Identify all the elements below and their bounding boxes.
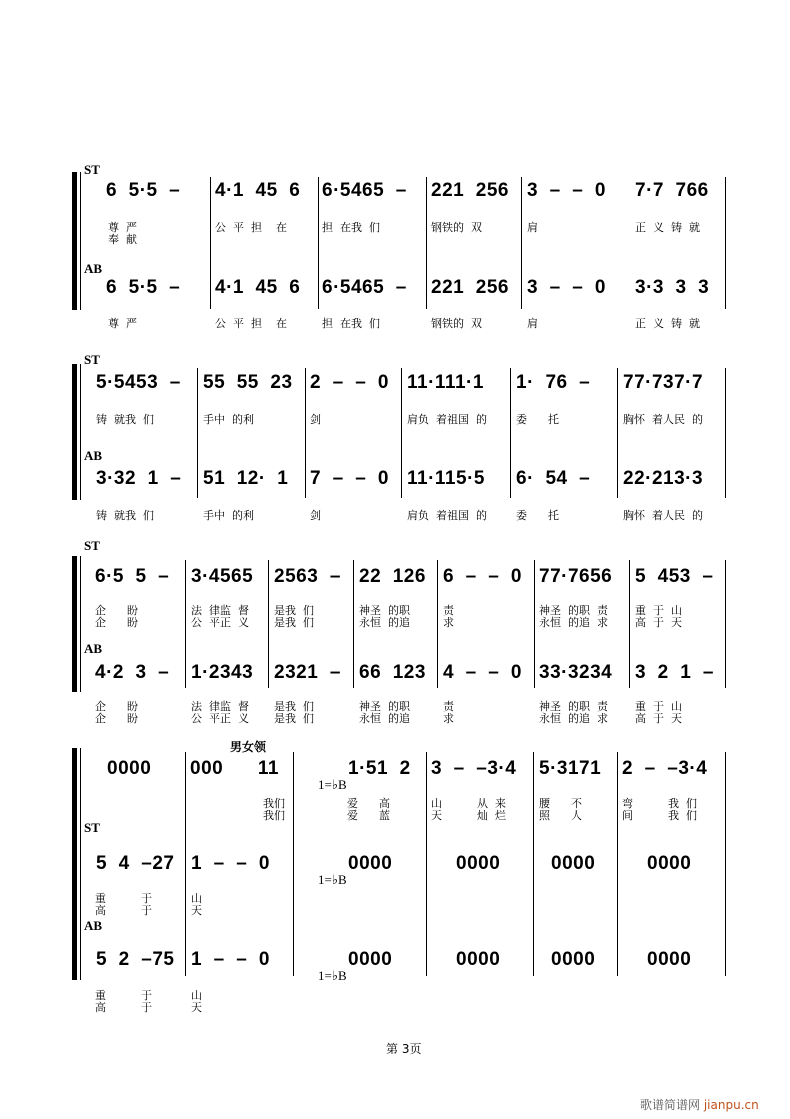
barline — [353, 560, 354, 688]
watermark — [640, 1096, 759, 1113]
notes-measure: 7 – – 0 — [310, 468, 389, 489]
key-signature — [305, 856, 347, 904]
lyrics-line-1: 铸 就我 们 — [96, 509, 154, 522]
key-signature-text: 1=♭B — [318, 968, 347, 983]
notes-measure: 55 55 23 — [203, 372, 293, 393]
barline — [533, 752, 534, 976]
lyrics-line-2: 永恒 的追 求 — [539, 616, 608, 629]
notes-measure: 1· 76 – — [516, 372, 591, 393]
lyrics-line-1: 是我 们 — [274, 700, 314, 713]
notes-measure: 3 – – 0 — [527, 277, 606, 298]
lyrics-line-1: 弯 我 们 — [622, 797, 697, 810]
lyrics-line-2: 公 平正 义 — [191, 712, 249, 725]
lead-vocal-label: 男女领 — [230, 740, 267, 754]
lyrics-line-2: 永恒 的追 — [359, 616, 410, 629]
system-bracket — [72, 556, 77, 692]
barline — [185, 560, 186, 688]
notes-measure: 0000 — [456, 949, 501, 970]
lyrics-line-1: 肩 — [527, 221, 538, 234]
lyrics-line-2: 永恒 的追 — [359, 712, 410, 725]
notes-measure: 5 2 –75 — [96, 949, 175, 970]
notes-measure: 6·5465 – — [322, 277, 407, 298]
barline — [401, 368, 402, 498]
lyrics-line-1: 钢铁的 双 — [431, 317, 482, 330]
lyrics-line-1: 公 平 担 在 — [215, 317, 287, 330]
lyrics-line-1: 重 于 山 — [635, 604, 682, 617]
system-bracket-line — [80, 556, 81, 692]
notes-measure: 221 256 — [431, 180, 509, 201]
lyrics-line-1: 公 平 担 在 — [215, 221, 287, 234]
notes-measure: 3·3 3 3 — [635, 277, 710, 298]
part-label-ab: AB — [84, 918, 103, 933]
barline — [318, 177, 319, 309]
barline — [426, 752, 427, 976]
lyrics-line-1: 尊 严 — [108, 317, 137, 330]
part-label-st: ST — [84, 820, 100, 835]
lyrics-line-1: 神圣 的职 — [359, 700, 410, 713]
notes-measure: 2563 – — [274, 566, 341, 587]
notes-measure: 51 12· 1 — [203, 468, 289, 489]
lyrics-line-1: 担 在我 们 — [322, 221, 380, 234]
lyrics-line-2: 我们 — [263, 809, 285, 822]
lyrics-line-1: 腰 不 — [539, 797, 582, 810]
notes-measure: 0000 — [348, 853, 393, 874]
notes-measure: 4·1 45 6 — [215, 180, 301, 201]
lyrics-line-1: 神圣 的职 — [359, 604, 410, 617]
part-label-ab: AB — [84, 448, 103, 463]
lyrics-line-1: 责 — [443, 700, 454, 713]
lyrics-line-2: 天 — [191, 904, 202, 917]
barline — [521, 177, 522, 309]
lyrics-line-1: 肩负 着祖国 的 — [407, 509, 487, 522]
lyrics-line-1: 肩负 着祖国 的 — [407, 413, 487, 426]
lyrics-line-1: 肩 — [527, 317, 538, 330]
system-bracket — [72, 364, 77, 500]
lyrics-line-1: 企 盼 — [95, 700, 138, 713]
notes-measure: 3 – – 0 — [527, 180, 606, 201]
notes-measure: 1·51 2 — [348, 758, 411, 779]
lyrics-line-1: 重 于 山 — [635, 700, 682, 713]
lyrics-line-1: 重 于 — [95, 989, 152, 1002]
notes-measure: 3·32 1 – — [96, 468, 182, 489]
barline — [725, 177, 726, 309]
notes-measure: 0000 — [456, 853, 501, 874]
key-signature — [305, 952, 347, 1000]
notes-measure: 1·2343 — [191, 662, 254, 683]
barline — [534, 560, 535, 688]
notes-measure: 0000 — [348, 949, 393, 970]
lyrics-line-2: 企 盼 — [95, 712, 138, 725]
barline — [725, 368, 726, 498]
lyrics-line-1: 剑 — [310, 413, 321, 426]
notes-measure: 6·5465 – — [322, 180, 407, 201]
lyrics-line-2: 高 于 天 — [635, 712, 682, 725]
lyrics-line-1: 钢铁的 双 — [431, 221, 482, 234]
notes-measure: 221 256 — [431, 277, 509, 298]
part-label-st: ST — [84, 538, 100, 553]
notes-measure: 6 – – 0 — [443, 566, 522, 587]
notes-measure: 0000 — [647, 853, 692, 874]
barline — [629, 560, 630, 688]
barline — [725, 560, 726, 688]
lyrics-line-2: 求 — [443, 616, 454, 629]
barline — [305, 368, 306, 498]
barline — [617, 752, 618, 976]
notes-measure: 0000 — [551, 949, 596, 970]
lyrics-line-1: 神圣 的职 责 — [539, 604, 608, 617]
barline — [437, 560, 438, 688]
lyrics-line-2: 公 平正 义 — [191, 616, 249, 629]
notes-measure: 3 2 1 – — [635, 662, 714, 683]
lyrics-line-1: 铸 就我 们 — [96, 413, 154, 426]
barline — [617, 368, 618, 498]
barline — [510, 368, 511, 498]
barline — [210, 177, 211, 309]
lyrics-line-2: 间 我 们 — [622, 809, 697, 822]
lyrics-line-2: 求 — [443, 712, 454, 725]
notes-measure: 11·111·1 — [407, 372, 484, 393]
notes-measure: 11·115·5 — [407, 468, 485, 489]
lyrics-line-1: 法 律监 督 — [191, 604, 249, 617]
lyrics-line-1: 是我 们 — [274, 604, 314, 617]
lyrics-line-2: 高 于 天 — [635, 616, 682, 629]
lyrics-line-1: 胸怀 着人民 的 — [623, 413, 703, 426]
lyrics-line-2: 高 于 — [95, 904, 152, 917]
notes-measure: 5·3171 — [539, 758, 602, 779]
notes-measure: 5 4 –27 — [96, 853, 175, 874]
notes-measure: 66 123 — [359, 662, 426, 683]
lyrics-line-1: 责 — [443, 604, 454, 617]
notes-measure: 33·3234 — [539, 662, 613, 683]
notes-measure: 0000 — [107, 758, 152, 779]
part-label-st: ST — [84, 352, 100, 367]
notes-measure: 000 11 — [190, 758, 279, 779]
lyrics-line-1: 爱 高 — [347, 797, 390, 810]
lyrics-line-2: 照 人 — [539, 809, 582, 822]
notes-measure: 22·213·3 — [623, 468, 704, 489]
notes-measure: 77·737·7 — [623, 372, 704, 393]
lyrics-line-1: 剑 — [310, 509, 321, 522]
notes-measure: 3 – –3·4 — [431, 758, 517, 779]
notes-measure: 1 – – 0 — [191, 853, 270, 874]
barline — [426, 177, 427, 309]
lyrics-line-1: 山 — [191, 989, 202, 1002]
barline — [185, 752, 186, 976]
notes-measure: 3·4565 — [191, 566, 254, 587]
notes-measure: 5 453 – — [635, 566, 714, 587]
barline — [197, 368, 198, 498]
notes-measure: 6· 54 – — [516, 468, 591, 489]
lyrics-line-2: 爱 蓝 — [347, 809, 390, 822]
key-signature-text: 1=♭B — [318, 777, 347, 792]
notes-measure: 2321 – — [274, 662, 341, 683]
watermark-cn: 歌谱简谱网 — [640, 1098, 701, 1112]
page-number: 第 3页 — [386, 1042, 422, 1056]
notes-measure: 1 – – 0 — [191, 949, 270, 970]
lyrics-line-1: 委 托 — [516, 509, 559, 522]
notes-measure: 4·2 3 – — [95, 662, 170, 683]
part-label-ab: AB — [84, 641, 103, 656]
watermark-en: jianpu.cn — [703, 1098, 759, 1112]
lyrics-line-1: 胸怀 着人民 的 — [623, 509, 703, 522]
system-bracket-line — [80, 172, 81, 310]
lyrics-line-1: 手中 的利 — [203, 413, 254, 426]
system-bracket-line — [80, 748, 81, 980]
lyrics-line-1: 手中 的利 — [203, 509, 254, 522]
part-label-st: ST — [84, 162, 100, 177]
notes-measure: 22 126 — [359, 566, 426, 587]
notes-measure: 4·1 45 6 — [215, 277, 301, 298]
barline — [293, 752, 294, 976]
system-bracket — [72, 172, 77, 310]
barline — [725, 752, 726, 976]
lyrics-line-2: 天 — [191, 1001, 202, 1014]
key-signature-text: 1=♭B — [318, 872, 347, 887]
lyrics-line-1: 委 托 — [516, 413, 559, 426]
lyrics-line-1: 神圣 的职 责 — [539, 700, 608, 713]
lyrics-line-1: 正 义 铸 就 — [635, 221, 700, 234]
notes-measure: 77·7656 — [539, 566, 613, 587]
lyrics-line-1: 正 义 铸 就 — [635, 317, 700, 330]
notes-measure: 6·5 5 – — [95, 566, 170, 587]
system-bracket — [72, 748, 77, 980]
lyrics-line-2: 是我 们 — [274, 712, 314, 725]
system-bracket-line — [80, 364, 81, 500]
lyrics-line-1: 山 从 来 — [431, 797, 506, 810]
key-signature — [305, 761, 347, 809]
lyrics-line-2: 是我 们 — [274, 616, 314, 629]
lyrics-line-2: 天 灿 烂 — [431, 809, 506, 822]
part-label-ab: AB — [84, 261, 103, 276]
lyrics-line-1: 重 于 — [95, 892, 152, 905]
lyrics-line-1: 我们 — [263, 797, 285, 810]
lyrics-line-1: 法 律监 督 — [191, 700, 249, 713]
lyrics-line-2: 企 盼 — [95, 616, 138, 629]
notes-measure: 0000 — [647, 949, 692, 970]
lyrics-line-1: 山 — [191, 892, 202, 905]
notes-measure: 7·7 766 — [635, 180, 709, 201]
notes-measure: 4 – – 0 — [443, 662, 522, 683]
lyrics-line-2: 奉 献 — [108, 233, 137, 246]
lyrics-line-1: 担 在我 们 — [322, 317, 380, 330]
notes-measure: 6 5·5 – — [106, 277, 181, 298]
lyrics-line-2: 永恒 的追 求 — [539, 712, 608, 725]
barline — [268, 560, 269, 688]
lyrics-line-1: 企 盼 — [95, 604, 138, 617]
notes-measure: 0000 — [551, 853, 596, 874]
lyrics-line-1: 尊 严 — [108, 221, 137, 234]
notes-measure: 5·5453 – — [96, 372, 181, 393]
notes-measure: 2 – –3·4 — [622, 758, 708, 779]
lyrics-line-2: 高 于 — [95, 1001, 152, 1014]
notes-measure: 6 5·5 – — [106, 180, 181, 201]
notes-measure: 2 – – 0 — [310, 372, 389, 393]
